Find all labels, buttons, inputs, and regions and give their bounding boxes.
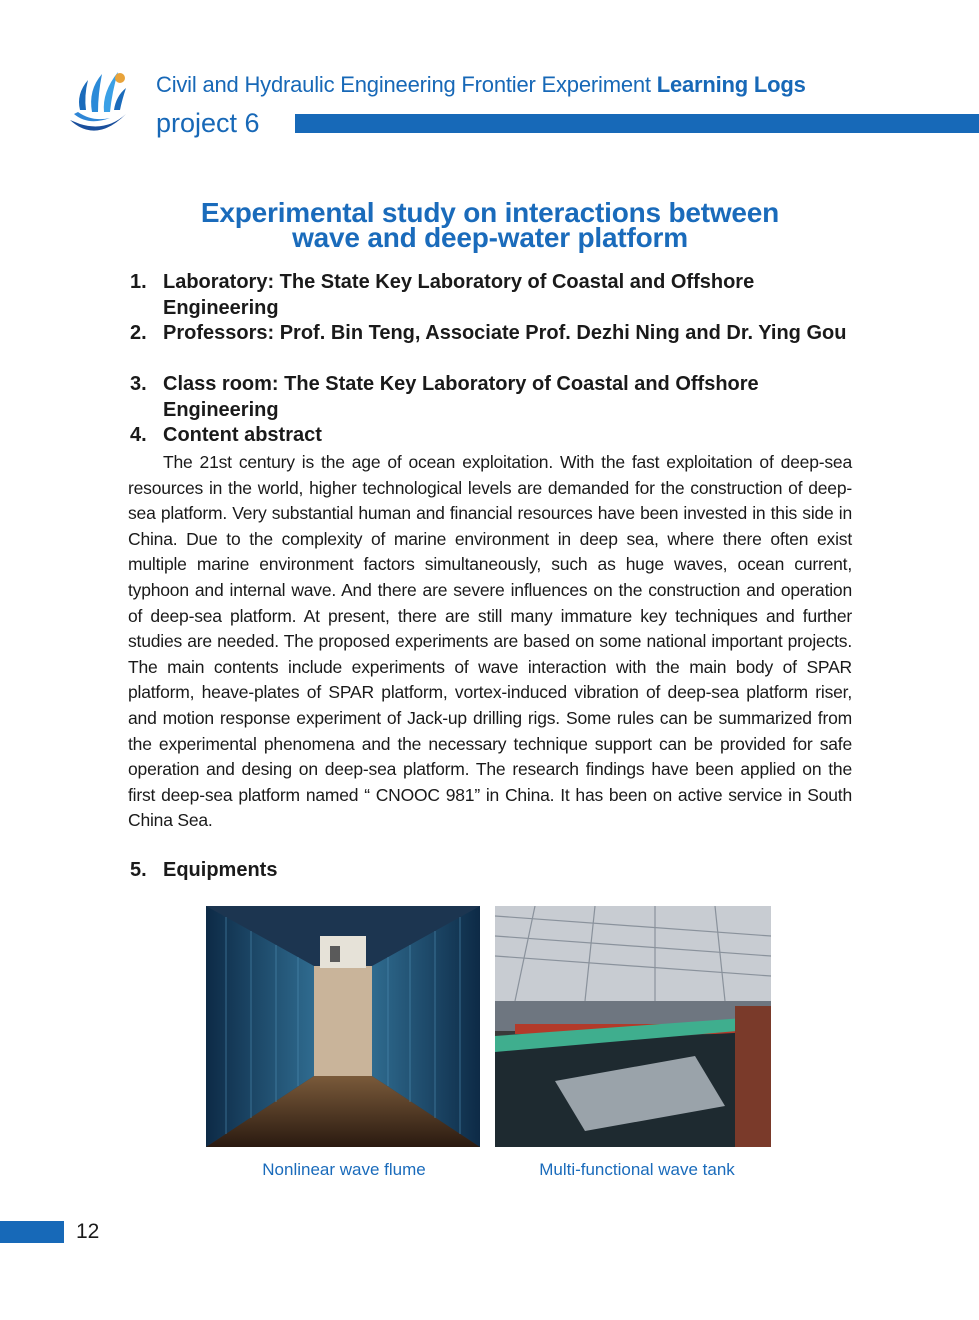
list-item-equipments: 5. Equipments <box>130 859 278 881</box>
figure-caption-tank: Multi-functional wave tank <box>539 1160 735 1179</box>
page-number: 12 <box>76 1220 100 1243</box>
list-item-classroom: 3. Class room: The State Key Laboratory of Coastal and Offshore Engineering <box>130 373 759 421</box>
header-bar <box>295 114 979 133</box>
logo <box>66 66 130 140</box>
wave-tank-photo <box>495 906 771 1147</box>
footer-bar <box>0 1221 64 1243</box>
list-item-laboratory: 1. Laboratory: The State Key Laboratory of Coastal and Offshore Engineering <box>130 271 755 319</box>
figure-caption-flume: Nonlinear wave flume <box>262 1160 426 1179</box>
page-title: Experimental study on interactions between wave and deep-water platform <box>200 197 780 253</box>
list-item-content-abstract: 4. Content abstract <box>130 424 322 446</box>
abstract-paragraph: The 21st century is the age of ocean exploitation. With the fast exploitation of deep-sea resources in the world, higher technological levels are demanded for the construction of deep-sea platform. Very substantial human and financial resources have been invested in this side in China. Due to the complexity of marine environment in deep sea, where there often exist multiple marine environment factors simultaneously, such as huge waves, ocean current, typhoon and internal wave. And there are severe influences on the construction and operation of deep-sea platform. At present, there are still many immature key techniques and further studies are needed. The proposed experiments are based on some national important projects. The main contents include experiments of wave interaction with the main body of SPAR platform, heave-plates of SPAR platform, vortex-induced vibration of deep-sea platform riser, and motion response experiment of Jack-up drilling rigs. Some rules can be summarized from the experimental phenomena and the necessary technique support can be provided for safe operation and desing on deep-sea platform. The research findings have been applied on the first deep-sea platform named “ CNOOC 981” in China. It has been on active service in South China Sea. <box>128 452 852 831</box>
list-item-professors: 2. Professors: Prof. Bin Teng, Associate Prof. Dezhi Ning and Dr. Ying Gou <box>130 322 847 344</box>
wave-flume-photo <box>206 906 480 1147</box>
project-label: project 6 <box>156 108 260 138</box>
header-title: Civil and Hydraulic Engineering Frontier Experiment Learning Logs <box>156 72 806 97</box>
